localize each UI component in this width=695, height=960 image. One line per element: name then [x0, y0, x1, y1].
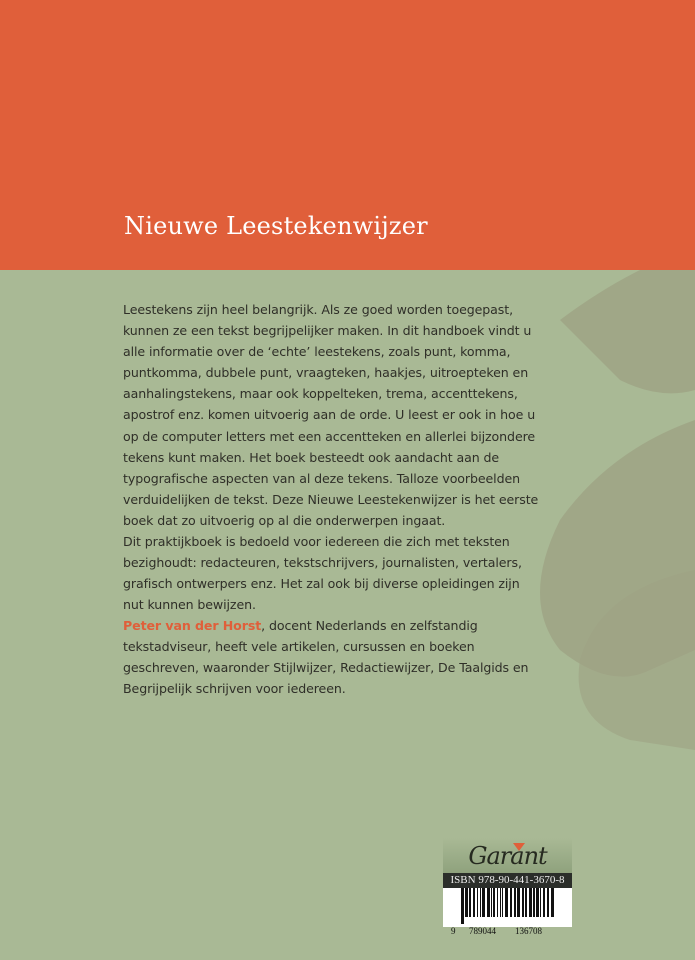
- barcode-bar: [533, 888, 535, 917]
- barcode-right-digits: 136708: [515, 926, 542, 936]
- description-paragraph-2: Dit praktijkboek is bedoeld voor iedereen die zich met teksten bezighoudt: redacteuren, tekstschrijvers, journalisten, vertalers, grafisch ontwerpers enz. Het zal ook bij diverse opleidingen zijn nut kunnen bewijzen.: [123, 534, 522, 613]
- barcode-block: [443, 838, 572, 936]
- barcode-bar: [543, 888, 545, 917]
- barcode-bar: [540, 888, 541, 917]
- barcode-bar: [502, 888, 503, 917]
- barcode-bar: [510, 888, 512, 917]
- barcode-bar: [473, 888, 475, 917]
- barcode-bar: [505, 888, 508, 917]
- barcode-bar: [497, 888, 498, 917]
- barcode-bar: [465, 888, 468, 917]
- publisher-logo: [443, 838, 572, 873]
- author-bio: [123, 615, 543, 699]
- barcode-bar: [551, 888, 554, 917]
- barcode-bar: [477, 888, 478, 917]
- barcode-bar: [522, 888, 524, 917]
- barcode-left-digits: 789044: [469, 926, 496, 936]
- barcode-bar: [480, 888, 481, 917]
- description: [123, 299, 543, 615]
- author-name: Peter van der Horst: [123, 618, 262, 633]
- publisher-name: Garant: [468, 842, 547, 870]
- barcode-bar: [469, 888, 471, 917]
- barcode-bar: [461, 888, 464, 924]
- barcode-bar: [487, 888, 490, 917]
- barcode-bar: [529, 888, 532, 917]
- barcode-bar: [525, 888, 527, 917]
- logo-triangle-icon: [513, 843, 525, 851]
- book-title: Nieuwe Leestekenwijzer: [124, 212, 428, 240]
- barcode-bar: [536, 888, 539, 917]
- barcode-bar: [517, 888, 520, 917]
- barcode-bar: [491, 888, 492, 917]
- barcode-bar: [500, 888, 501, 917]
- isbn: ISBN 978-90-441-3670-8: [443, 873, 572, 888]
- barcode: [443, 888, 572, 936]
- barcode-bar: [493, 888, 495, 917]
- author-bio-text: , docent Nederlands en zelfstandig tekstadviseur, heeft vele artikelen, cursussen en boeken geschreven, waaronder Stijlwijzer, Redactiewijzer, De Taalgids en Begrijpelijk schrijven voor iedereen.: [123, 618, 529, 697]
- description-paragraph-1: Leestekens zijn heel belangrijk. Als ze goed worden toegepast, kunnen ze een tekst begrijpelijker maken. In dit handboek vindt u alle informatie over de ‘echte’ leestekens, zoals punt, komma, puntkomma, dubbele punt, vraagteken, haakjes, uitroepteken en aanhalingstekens, maar ook koppelteken, trema, accenttekens, apostrof enz. komen uitvoerig aan de orde. U leest er ook in hoe u op de computer letters met een accentteken en allerlei bijzondere tekens kunt maken. Het boek besteedt ook aandacht aan de typografische aspecten van al deze tekens. Talloze voorbeelden verduidelijken de tekst. Deze Nieuwe Leestekenwijzer is het eerste boek dat zo uitvoerig op al die onderwerpen ingaat.: [123, 302, 539, 528]
- barcode-first-digit: 9: [451, 926, 456, 936]
- barcode-bar: [547, 888, 549, 917]
- barcode-bar: [482, 888, 485, 917]
- barcode-bar: [514, 888, 516, 917]
